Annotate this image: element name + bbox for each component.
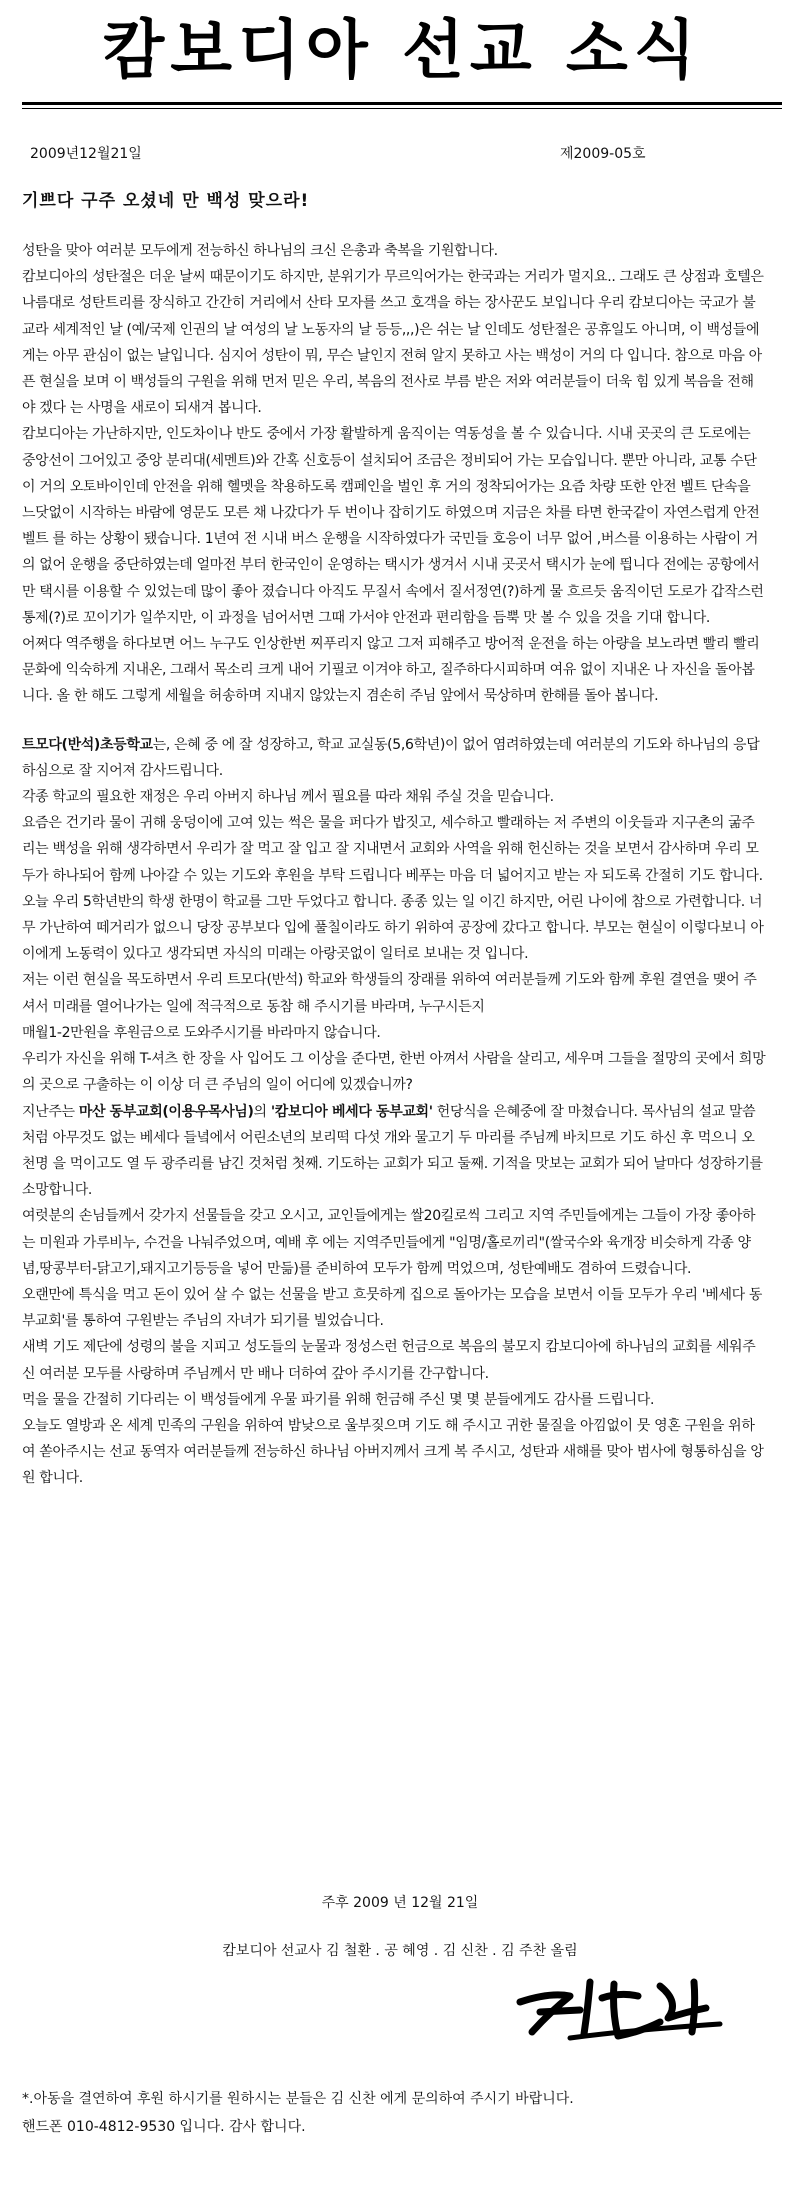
paragraph: 여럿분의 손님들께서 갖가지 선물들을 갖고 오시고, 교인들에게는 쌀20킬로씩 그리고 지역 주민들에게는 그들이 가장 좋아하는 미원과 가루비누, 수건을 나눠주었으며, 예배 후 에는 지역주민들에게 "임명/홀로끼리"(쌀국수와 육개장 비슷하게 각종 양념,땅콩부터-닭고기,돼지고기등등을 넣어 만듦)를 준비하여 모두가 함께 먹었으며, 성탄예배도 겸하여 드렸습니다. (22, 1208, 756, 1277)
masthead-rule (22, 102, 782, 105)
paragraph: 캄보디아는 가난하지만, 인도차이나 반도 중에서 가장 활발하게 움직이는 역동성을 볼 수 있습니다. 시내 곳곳의 큰 도로에는 중앙선이 그어있고 중앙 분리대(세멘트)와 간혹 신호등이 설치되어 조금은 정비되어 가는 모습입니다. 뿐만 아니라, 교통 수단이 거의 오토바이인데 안전을 위해 헬멧을 착용하도록 캠페인을 벌인 후 거의 정착되어가는 요즘 차량 또한 안전 벨트 단속을 느닷없이 시작하는 바람에 영문도 모른 채 나갔다가 두 번이나 잡히기도 하였으며 지금은 차를 타면 한국같이 자연스럽게 안전 벨트 를 하는 상황이 됐습니다. 1년여 전 시내 버스 운행을 시작하였다가 국민들 호응이 너무 없어 ,버스를 이용하는 사람이 거의 없어 운행을 중단하였는데 얼마전 부터 한국인이 운영하는 택시가 생겨서 시내 곳곳서 택시가 눈에 띕니다 전에는 공항에서만 택시를 이용할 수 있었는데 많이 좋아 졌습니다 아직도 무질서 속에서 질서정연(?)하게 물 흐르듯 움직이던 도로가 갑작스런 통제(?)로 꼬이기가 일쑤지만, 이 과정을 넘어서면 그때 가서야 안전과 편리함을 듬뿍 맛 볼 수 있을 것을 기대 합니다. (22, 426, 764, 626)
masthead-rule-thin (22, 108, 782, 109)
paragraph-text: 의 (253, 1103, 267, 1120)
footnote-contact: 핸드폰 010-4812-9530 입니다. 감사 합니다. (22, 2119, 306, 2135)
paragraph: 성탄을 맞아 여러분 모두에게 전능하신 하나님의 크신 은총과 축복을 기원합니다. (22, 243, 498, 259)
school-name: 트모다(반석)초등학교 (22, 736, 153, 753)
paragraph-school (22, 732, 766, 784)
paragraph-text: 헌당식을 은혜중에 잘 마쳤습니다. 목사님의 설교 말씀처럼 아무것도 없는 베세다 들녘에서 어린소년의 보리떡 다섯 개와 물고기 두 마리를 주님께 바치므로 기도 하신 후 먹으니 오천명 을 먹이고도 열 두 광주리를 남긴 것처럼 첫째. 기도하는 교회가 되고 둘째. 기적을 맛보는 교회가 되어 날마다 성장하기를 소망합니다. (22, 1103, 763, 1199)
footnote (22, 2085, 782, 2141)
paragraph: 오랜만에 특식을 먹고 돈이 있어 살 수 없는 선물을 받고 흐뭇하게 집으로 돌아가는 모습을 보면서 이들 모두가 우리 '베세다 동부교회'를 통하여 구원받는 주님의 자녀가 되기를 빌었습니다. (22, 1286, 763, 1330)
paragraph: 먹을 물을 간절히 기다리는 이 백성들에게 우물 파기를 위해 헌금해 주신 몇 몇 분들에게도 감사를 드립니다. (22, 1391, 655, 1408)
paragraph-text: 지난주는 (22, 1103, 75, 1120)
paragraph: 저는 이런 현실을 목도하면서 우리 트모다(반석) 학교와 학생들의 장래를 위하여 여러분들께 기도와 함께 후원 결연을 맺어 주셔서 미래를 열어나가는 일에 적극적으로 동참 해 주시기를 바라며, 누구시든지 (22, 972, 757, 1015)
paragraph: 캄보디아의 성탄절은 더운 날씨 때문이기도 하지만, 분위기가 무르익어가는 한국과는 거리가 멀지요.. 그래도 큰 상점과 호텔은 나름대로 성탄트리를 장식하고 간간히 거리에서 산타 모자를 쓰고 호객을 하는 장사꾼도 보입니다 우리 캄보디아는 국교가 불교라 세계적인 날 (예/국제 인권의 날 여성의 날 노동자의 날 등등,,,)은 쉬는 날 인데도 성탄절은 공휴일도 아니며, 이 백성들에게는 아무 관심이 없는 날입니다. 심지어 성탄이 뭐, 무슨 날인지 전혀 알지 못하고 사는 백성이 거의 다 입니다. 참으로 마음 아픈 현실을 보며 이 백성들의 구원을 위해 먼저 믿은 우리, 복음의 전사로 부름 받은 저와 여러분들이 더욱 힘 있게 복음을 전해야 겠다 는 사명을 새로이 되새겨 봅니다. (22, 269, 764, 417)
paragraph: 요즘은 건기라 물이 귀해 웅덩이에 고여 있는 썩은 물을 퍼다가 밥짓고, 세수하고 빨래하는 저 주변의 이웃들과 지구촌의 굶주리는 백성을 위해 생각하면서 우리가 잘 먹고 잘 입고 잘 지내면서 교회와 사역을 위해 헌신하는 것을 보면서 감사하며 우리 모두가 하나되어 함께 나아갈 수 있는 기도와 후원을 부탁 드립니다 베푸는 마음 더 넓어지고 받는 자 되도록 간절히 기도 합니다. (22, 815, 763, 884)
paragraph: 각종 학교의 필요한 재정은 우리 아버지 하나님 께서 필요를 따라 채워 주실 것을 믿습니다. (22, 789, 554, 806)
paragraph: 어쩌다 역주행을 하다보면 어느 누구도 인상한번 찌푸리지 않고 그저 피해주고 방어적 운전을 하는 아량을 보노라면 빨리 빨리 문화에 익숙하게 지내온, 그래서 목소리 크게 내어 기필코 이겨야 하고, 질주하다시피하며 여유 없이 지내온 나 자신을 돌아봅니다. 올 한 해도 그렇게 세월을 허송하며 지내지 않았는지 겸손히 주님 앞에서 묵상하며 한해를 돌아 봅니다. (22, 636, 760, 705)
footnote-line: *.아동을 결연하여 후원 하시기를 원하시는 분들은 김 신찬 에게 문의하여 주시기 바랍니다. (22, 2091, 574, 2107)
signers: 캄보디아 선교사 김 철환 . 공 혜영 . 김 신찬 . 김 주찬 올림 (222, 1943, 578, 1959)
closing-date: 주후 2009 년 12월 21일 (321, 1895, 479, 1911)
church-sponsor: 마산 동부교회(이용우목사님) (78, 1103, 254, 1120)
church-name: '캄보디아 베세다 동부교회' (270, 1103, 433, 1120)
masthead-title: 캄보디아 선교 소식 (102, 14, 702, 88)
paragraph: 우리가 자신을 위해 T-셔츠 한 장을 사 입어도 그 이상을 준다면, 한번 아껴서 사람을 살리고, 세우며 그들을 절망의 곳에서 희망의 곳으로 구출하는 이 이상 더 큰 주님의 일이 어디에 있겠습니까? (22, 1051, 766, 1094)
headline: 기쁘다 구주 오셨네 만 백성 맞으라! (22, 191, 310, 211)
paragraph: 오늘 우리 5학년반의 학생 한명이 학교를 그만 두었다고 합니다. 종종 있는 일 이긴 하지만, 어린 나이에 참으로 가련합니다. 너무 가난하여 떼거리가 없으니 당장 공부보다 입에 풀칠이라도 하기 위하여 공장에 갔다고 합니다. 부모는 현실이 이렇다보니 아이에게 노동력이 있다고 생각되면 자식의 미래는 아랑곳없이 일터로 보내는 것 입니다. (22, 893, 764, 963)
paragraph: 오늘도 열방과 온 세계 민족의 구원을 위하여 밤낮으로 울부짖으며 기도 해 주시고 귀한 물질을 아낌없이 뭇 영혼 구원을 위하여 쏟아주시는 선교 동역자 여러분들께 전능하신 하나님 아버지께서 크게 복 주시고, 성탄과 새해를 맞아 범사에 형통하심을 앙원 합니다. (22, 1417, 764, 1487)
issue-date: 2009년12월21일 (30, 146, 142, 162)
paragraph-text: 는, 은혜 중 에 잘 성장하고, 학교 교실동(5,6학년)이 없어 염려하였는데 여러분의 기도와 하나님의 응답하심으로 잘 지어져 감사드립니다. (22, 736, 760, 779)
paragraph-dedication (22, 1099, 766, 1204)
issue-number: 제2009-05호 (560, 146, 646, 162)
letter-body (22, 238, 766, 1492)
paragraph: 매월1-2만원을 후원금으로 도와주시기를 바라마지 않습니다. (22, 1024, 381, 1041)
handwritten-signature (510, 1962, 740, 2046)
paragraph: 새벽 기도 제단에 성령의 불을 지피고 성도들의 눈물과 정성스런 헌금으로 복음의 불모지 캄보디아에 하나님의 교회를 세워주신 여러분 모두를 사랑하며 주님께서 만 배나 더하여 갚아 주시기를 간구합니다. (22, 1339, 756, 1382)
